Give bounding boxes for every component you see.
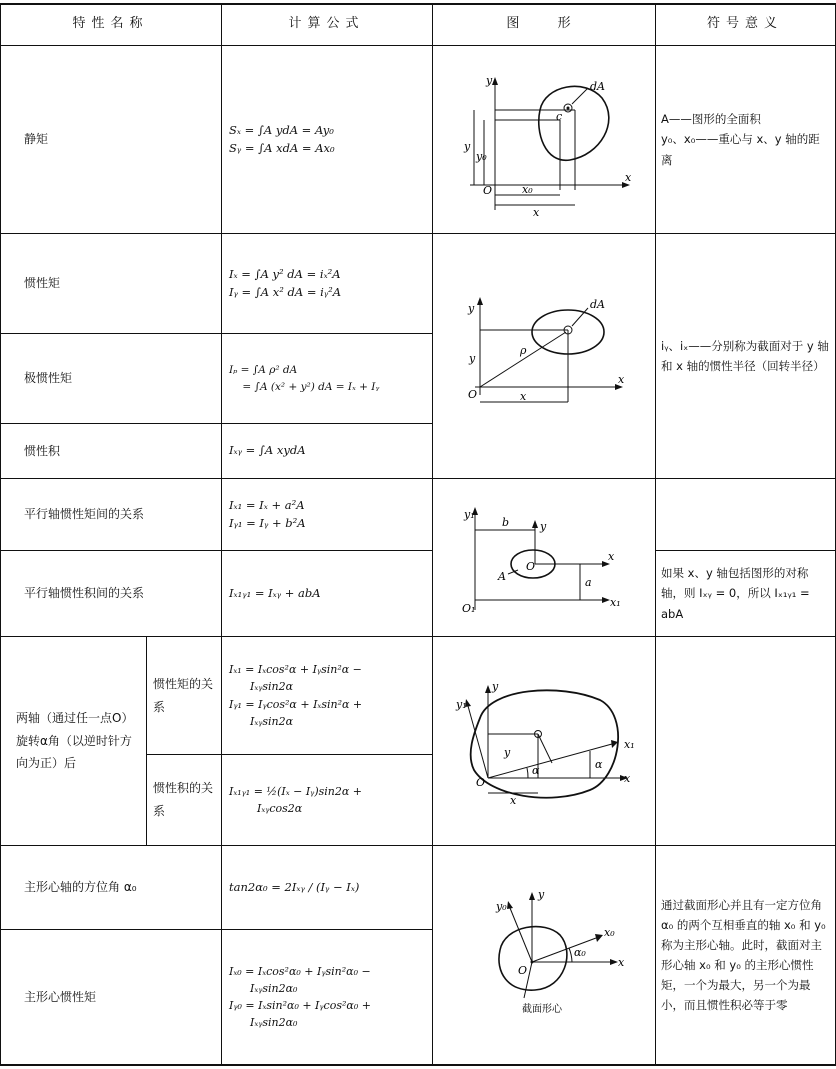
label-y: y — [486, 74, 493, 87]
label-a: a — [585, 576, 592, 589]
label-y0: y₀ — [496, 900, 507, 913]
figure-rotation — [440, 678, 640, 808]
label-alpha0: α₀ — [574, 946, 586, 959]
label-x1: x₁ — [610, 596, 621, 609]
name-product-inertia: 惯性积 — [24, 443, 61, 458]
label-x-dim: x — [520, 390, 527, 403]
label-A: A — [498, 570, 506, 583]
table-bottom-border — [0, 1064, 836, 1066]
figure-inertia — [440, 290, 640, 410]
label-O: O — [518, 964, 528, 977]
name-principal-angle: 主形心轴的方位角 α₀ — [24, 880, 137, 895]
name-polar-inertia: 极惯性矩 — [24, 371, 73, 386]
label-x: x — [618, 373, 625, 386]
header-formula: 计算公式 — [288, 16, 365, 32]
label-y1: y₁ — [456, 698, 467, 711]
label-x: x — [608, 550, 615, 563]
label-dA: dA — [590, 298, 605, 311]
meaning-symmetric: 如果 x、y 轴包括图形的对称轴，则 Iₓᵧ = 0，所以 Iₓ₁ᵧ₁ = abA — [661, 566, 810, 621]
header-meaning: 符号意义 — [706, 16, 783, 32]
formula-polar-inertia: Iₚ = ∫A ρ² dA = ∫A (x² + y²) dA = Iₓ + Iᵧ — [229, 364, 380, 393]
name-rotation-product: 惯性积的关系 — [153, 781, 214, 818]
name-parallel-inertia: 平行轴惯性矩间的关系 — [24, 507, 145, 522]
formula-inertia-moment: Iₓ = ∫A y² dA = iₓ²A Iᵧ = ∫A x² dA = iᵧ²A — [229, 266, 342, 299]
label-y: y — [540, 520, 547, 533]
label-O: O — [468, 388, 478, 401]
label-O: O — [526, 560, 536, 573]
label-rho: ρ — [520, 344, 527, 357]
label-O: O — [476, 776, 486, 789]
label-x-dim: x — [510, 794, 517, 807]
figure-principal — [450, 880, 650, 1020]
meaning-principal: 通过截面形心并且有一定方位角 α₀ 的两个互相垂直的轴 x₀ 和 y₀ 称为主形心轴。此时，截面对主形心轴 x₀ 和 y₀ 的主形心惯性矩，一个为最大，另一个为最小，而且惯性积必等于零 — [661, 897, 826, 1013]
label-x: x — [625, 171, 632, 184]
header-name: 特性名称 — [72, 16, 149, 32]
label-c: c — [556, 110, 563, 123]
label-x: x — [624, 772, 631, 785]
label-x1: x₁ — [624, 738, 635, 751]
meaning-radius: iᵧ、iₓ——分别称为截面对于 y 轴和 x 轴的惯性半径（回转半径） — [661, 338, 829, 373]
label-centroid: 截面形心 — [522, 1004, 562, 1015]
label-x0: x₀ — [604, 926, 615, 939]
label-dA: dA — [590, 80, 605, 93]
label-y0: y₀ — [476, 150, 487, 163]
label-O: O — [483, 184, 493, 197]
name-rotation: 两轴（通过任一点O）旋转α角（以逆时针方向为正）后 — [16, 710, 134, 771]
label-x-dim: x — [533, 206, 540, 219]
formula-static-moment: Sₓ = ∫A ydA = Ay₀ Sᵧ = ∫A xdA = Ax₀ — [229, 122, 335, 155]
header-figure: 图 形 — [506, 16, 581, 32]
label-y: y — [468, 302, 475, 315]
name-inertia-moment: 惯性矩 — [24, 276, 61, 291]
figure-parallel — [440, 500, 640, 625]
formula-product-inertia: Iₓᵧ = ∫A xydA — [229, 443, 306, 458]
formula-parallel-product: Iₓ₁ᵧ₁ = Iₓᵧ + abA — [229, 585, 321, 600]
label-y-dim: y — [469, 352, 476, 365]
name-principal-inertia: 主形心惯性矩 — [24, 989, 97, 1004]
name-static-moment: 静矩 — [24, 132, 49, 147]
formula-parallel-inertia: Iₓ₁ = Iₓ + a²A Iᵧ₁ = Iᵧ + b²A — [229, 497, 306, 530]
name-rotation-inertia: 惯性矩的关系 — [153, 676, 214, 714]
meaning-static: A——图形的全面积 y₀、x₀——重心与 x、y 轴的距离 — [661, 112, 820, 167]
label-x: x — [618, 956, 625, 969]
label-y: y — [538, 888, 545, 901]
label-y1: y₁ — [464, 508, 475, 521]
formula-principal-angle: tan2α₀ = 2Iₓᵧ / (Iᵧ − Iₓ) — [229, 879, 360, 894]
label-alpha-2: α — [595, 758, 603, 771]
label-y-dim: y — [464, 140, 471, 153]
label-b: b — [502, 516, 510, 529]
formula-rotation-inertia: Iₓ₁ = Iₓcos²α + Iᵧsin²α − Iₓᵧsin2α Iᵧ₁ = Iᵧcos²α + Iₓsin²α + Iₓᵧsin2α — [229, 663, 363, 728]
name-parallel-product: 平行轴惯性积间的关系 — [24, 586, 145, 601]
label-alpha: α — [532, 764, 540, 777]
label-x0: x₀ — [522, 183, 533, 196]
formula-principal-inertia: Iₓ₀ = Iₓcos²α₀ + Iᵧsin²α₀ − Iₓᵧsin2α₀ Iᵧ₀ = Iₓsin²α₀ + Iᵧcos²α₀ + Iₓᵧsin2α₀ — [229, 964, 371, 1030]
label-y: y — [492, 680, 499, 693]
label-O1: O₁ — [462, 602, 476, 615]
formula-rotation-product: Iₓ₁ᵧ₁ = ½(Iₓ − Iᵧ)sin2α + Iₓᵧcos2α — [229, 784, 362, 815]
label-y-dim: y — [504, 746, 511, 759]
figure-static-moment — [440, 70, 640, 220]
